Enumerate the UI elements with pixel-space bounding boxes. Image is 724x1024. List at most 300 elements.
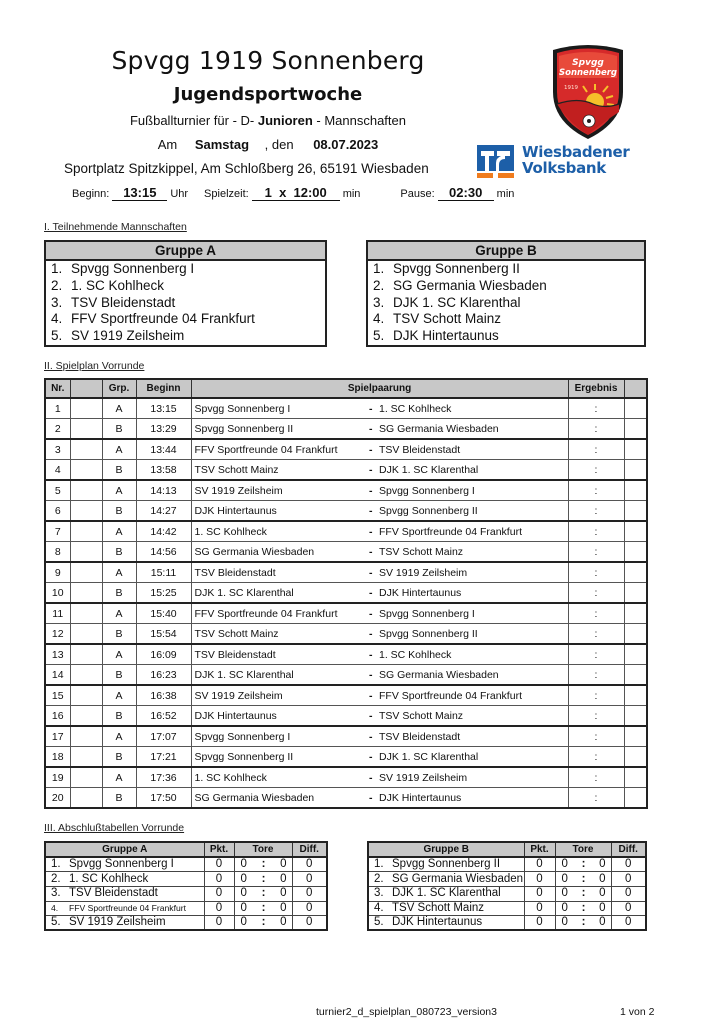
blank-cell bbox=[70, 644, 102, 665]
playtime-unit: min bbox=[342, 188, 361, 200]
away-team: DJK 1. SC Klarenthal bbox=[379, 463, 479, 476]
result-input[interactable]: : bbox=[568, 788, 624, 809]
vs-dash: - bbox=[369, 484, 373, 497]
vs-dash: - bbox=[369, 463, 373, 476]
blank-cell bbox=[70, 501, 102, 522]
match-group: A bbox=[102, 726, 136, 747]
match-number: 5 bbox=[45, 480, 70, 501]
standings-header-row bbox=[368, 842, 646, 857]
vs-dash: - bbox=[369, 771, 373, 784]
standings-row bbox=[45, 916, 327, 931]
match-number: 3 bbox=[45, 439, 70, 460]
away-team-cell bbox=[369, 603, 568, 624]
match-number: 6 bbox=[45, 501, 70, 522]
match-number: 2 bbox=[45, 419, 70, 440]
blank-cell bbox=[70, 583, 102, 604]
home-team: SG Germania Wiesbaden bbox=[191, 788, 369, 809]
diff-header: Diff. bbox=[292, 842, 327, 857]
day-prefix: Am bbox=[157, 137, 178, 152]
group-b-team-list bbox=[366, 240, 646, 347]
schedule-table bbox=[44, 378, 648, 809]
home-team: 1. SC Kohlheck bbox=[191, 767, 369, 788]
away-team-cell bbox=[369, 439, 568, 460]
schedule-row bbox=[45, 398, 647, 419]
goals: 0 : 0 bbox=[555, 916, 611, 931]
goals: 0 : 0 bbox=[234, 886, 292, 901]
pause-label: Pause: bbox=[400, 188, 435, 200]
group-a-team-list bbox=[44, 240, 327, 347]
col-pairing-header: Spielpaarung bbox=[191, 379, 568, 398]
svg-text:1919: 1919 bbox=[564, 85, 578, 91]
result-input[interactable]: : bbox=[568, 439, 624, 460]
schedule-row bbox=[45, 603, 647, 624]
svg-text:Sonnenberg: Sonnenberg bbox=[558, 68, 618, 78]
result-input[interactable]: : bbox=[568, 767, 624, 788]
blank-cell bbox=[70, 562, 102, 583]
blank-cell bbox=[70, 706, 102, 727]
home-team: SG Germania Wiesbaden bbox=[191, 542, 369, 563]
schedule-row bbox=[45, 542, 647, 563]
away-team: 1. SC Kohlheck bbox=[379, 402, 452, 415]
start-value: 13:15 bbox=[112, 185, 167, 201]
col-result-header: Ergebnis bbox=[568, 379, 624, 398]
away-team: SG Germania Wiesbaden bbox=[379, 422, 499, 435]
match-group: A bbox=[102, 603, 136, 624]
match-time: 14:13 bbox=[136, 480, 191, 501]
standings-row bbox=[368, 901, 646, 916]
match-number: 15 bbox=[45, 685, 70, 706]
match-time: 14:27 bbox=[136, 501, 191, 522]
home-team: Spvgg Sonnenberg I bbox=[191, 398, 369, 419]
goals: 0 : 0 bbox=[555, 872, 611, 887]
away-team-cell bbox=[369, 583, 568, 604]
vs-dash: - bbox=[369, 730, 373, 743]
away-team: DJK 1. SC Klarenthal bbox=[379, 750, 479, 763]
vs-dash: - bbox=[369, 607, 373, 620]
blank-cell bbox=[70, 624, 102, 645]
team-item: 4. TSV Schott Mainz bbox=[373, 311, 502, 327]
away-team: Spvgg Sonnenberg I bbox=[379, 607, 475, 620]
result-input[interactable]: : bbox=[568, 685, 624, 706]
date-value: 08.07.2023 bbox=[313, 137, 379, 152]
home-team: Spvgg Sonnenberg II bbox=[191, 747, 369, 768]
away-team-cell bbox=[369, 665, 568, 686]
match-time: 15:40 bbox=[136, 603, 191, 624]
schedule-row bbox=[45, 767, 647, 788]
standings-row bbox=[45, 857, 327, 872]
match-group: A bbox=[102, 398, 136, 419]
standings-row bbox=[368, 857, 646, 872]
vs-dash: - bbox=[369, 648, 373, 661]
home-team: DJK 1. SC Klarenthal bbox=[191, 665, 369, 686]
team-item: 3. TSV Bleidenstadt bbox=[51, 294, 176, 310]
away-team: SV 1919 Zeilsheim bbox=[379, 566, 468, 579]
away-team: DJK Hintertaunus bbox=[379, 586, 462, 599]
blank-cell bbox=[70, 542, 102, 563]
match-number: 11 bbox=[45, 603, 70, 624]
team-item: 3. DJK 1. SC Klarenthal bbox=[373, 294, 521, 310]
team-name-cell: 4. FFV Sportfreunde 04 Frankfurt bbox=[45, 901, 204, 916]
home-team: FFV Sportfreunde 04 Frankfurt bbox=[191, 603, 369, 624]
schedule-row bbox=[45, 726, 647, 747]
date-prefix: , den bbox=[264, 137, 294, 152]
blank-cell bbox=[70, 665, 102, 686]
match-group: B bbox=[102, 501, 136, 522]
match-number: 19 bbox=[45, 767, 70, 788]
result-input[interactable]: : bbox=[568, 747, 624, 768]
home-team: DJK 1. SC Klarenthal bbox=[191, 583, 369, 604]
blank-cell bbox=[70, 460, 102, 481]
blank-cell bbox=[624, 644, 647, 665]
match-group: B bbox=[102, 583, 136, 604]
match-number: 8 bbox=[45, 542, 70, 563]
match-time: 16:09 bbox=[136, 644, 191, 665]
team-name-cell: 2. 1. SC Kohlheck bbox=[45, 872, 204, 887]
away-team: DJK Hintertaunus bbox=[379, 791, 462, 804]
match-group: A bbox=[102, 644, 136, 665]
goal-diff: 0 bbox=[611, 872, 646, 887]
standings-group-title: Gruppe A bbox=[45, 842, 204, 857]
col-blank2-header bbox=[624, 379, 647, 398]
match-group: B bbox=[102, 706, 136, 727]
goals: 0 : 0 bbox=[555, 857, 611, 872]
tournament-line bbox=[0, 113, 536, 128]
home-team: FFV Sportfreunde 04 Frankfurt bbox=[191, 439, 369, 460]
result-input[interactable]: : bbox=[568, 583, 624, 604]
result-input[interactable]: : bbox=[568, 480, 624, 501]
goals: 0 : 0 bbox=[555, 886, 611, 901]
result-input[interactable]: : bbox=[568, 398, 624, 419]
standings-group-title: Gruppe B bbox=[368, 842, 524, 857]
away-team: TSV Bleidenstadt bbox=[379, 730, 461, 743]
standings-header-row bbox=[45, 842, 327, 857]
away-team-cell bbox=[369, 644, 568, 665]
points: 0 bbox=[524, 916, 555, 931]
schedule-row bbox=[45, 665, 647, 686]
volksbank-icon bbox=[477, 145, 514, 178]
bank-name-line1: Wiesbadener bbox=[522, 143, 630, 161]
away-team-cell bbox=[369, 542, 568, 563]
home-team: 1. SC Kohlheck bbox=[191, 521, 369, 542]
blank-cell bbox=[624, 583, 647, 604]
result-input[interactable]: : bbox=[568, 624, 624, 645]
page-title: Spvgg 1919 Sonnenberg bbox=[111, 46, 425, 75]
result-input[interactable]: : bbox=[568, 501, 624, 522]
vs-dash: - bbox=[369, 443, 373, 456]
match-time: 17:07 bbox=[136, 726, 191, 747]
match-group: B bbox=[102, 460, 136, 481]
team-name-cell: 5. SV 1919 Zeilsheim bbox=[45, 916, 204, 931]
team-item: 4. FFV Sportfreunde 04 Frankfurt bbox=[51, 311, 255, 327]
blank-cell bbox=[624, 460, 647, 481]
standings-row bbox=[45, 872, 327, 887]
start-unit: Uhr bbox=[170, 188, 189, 200]
match-group: A bbox=[102, 439, 136, 460]
match-group: A bbox=[102, 685, 136, 706]
points: 0 bbox=[204, 886, 234, 901]
match-number: 7 bbox=[45, 521, 70, 542]
blank-cell bbox=[624, 747, 647, 768]
match-time: 15:25 bbox=[136, 583, 191, 604]
blank-cell bbox=[70, 685, 102, 706]
match-time: 13:29 bbox=[136, 419, 191, 440]
result-input[interactable]: : bbox=[568, 419, 624, 440]
schedule-row bbox=[45, 624, 647, 645]
blank-cell bbox=[624, 398, 647, 419]
match-number: 16 bbox=[45, 706, 70, 727]
match-number: 20 bbox=[45, 788, 70, 809]
goal-diff: 0 bbox=[611, 916, 646, 931]
away-team-cell bbox=[369, 747, 568, 768]
points: 0 bbox=[524, 872, 555, 887]
away-team: Spvgg Sonnenberg I bbox=[379, 484, 475, 497]
match-group: B bbox=[102, 419, 136, 440]
goal-diff: 0 bbox=[611, 857, 646, 872]
blank-cell bbox=[624, 439, 647, 460]
home-team: Spvgg Sonnenberg II bbox=[191, 419, 369, 440]
footer-page-number: 1 von 2 bbox=[620, 1006, 655, 1018]
vs-dash: - bbox=[369, 689, 373, 702]
home-team: TSV Schott Mainz bbox=[191, 624, 369, 645]
result-input[interactable]: : bbox=[568, 542, 624, 563]
blank-cell bbox=[624, 767, 647, 788]
match-time: 14:42 bbox=[136, 521, 191, 542]
match-number: 14 bbox=[45, 665, 70, 686]
match-time: 14:56 bbox=[136, 542, 191, 563]
tore-header: Tore bbox=[555, 842, 611, 857]
day-value: Samstag bbox=[194, 137, 250, 152]
vs-dash: - bbox=[369, 586, 373, 599]
away-team: SV 1919 Zeilsheim bbox=[379, 771, 468, 784]
goal-diff: 0 bbox=[292, 857, 327, 872]
match-group: A bbox=[102, 767, 136, 788]
away-team-cell bbox=[369, 726, 568, 747]
blank-cell bbox=[624, 521, 647, 542]
bank-name-line2: Volksbank bbox=[522, 159, 606, 177]
match-number: 9 bbox=[45, 562, 70, 583]
team-name-cell: 3. DJK 1. SC Klarenthal bbox=[368, 886, 524, 901]
blank-cell bbox=[70, 439, 102, 460]
away-team-cell bbox=[369, 521, 568, 542]
result-input[interactable]: : bbox=[568, 603, 624, 624]
home-team: DJK Hintertaunus bbox=[191, 706, 369, 727]
club-crest-logo bbox=[543, 42, 633, 142]
standings-row bbox=[368, 916, 646, 931]
vs-dash: - bbox=[369, 709, 373, 722]
blank-cell bbox=[624, 665, 647, 686]
away-team-cell bbox=[369, 767, 568, 788]
team-name-cell: 2. SG Germania Wiesbaden bbox=[368, 872, 524, 887]
standings-row bbox=[368, 886, 646, 901]
result-input[interactable]: : bbox=[568, 726, 624, 747]
vs-dash: - bbox=[369, 422, 373, 435]
schedule-row bbox=[45, 644, 647, 665]
blank-cell bbox=[624, 419, 647, 440]
team-item: 2. SG Germania Wiesbaden bbox=[373, 277, 547, 293]
match-number: 17 bbox=[45, 726, 70, 747]
schedule-row bbox=[45, 521, 647, 542]
match-time: 16:38 bbox=[136, 685, 191, 706]
pkt-header: Pkt. bbox=[524, 842, 555, 857]
goal-diff: 0 bbox=[292, 872, 327, 887]
match-number: 13 bbox=[45, 644, 70, 665]
blank-cell bbox=[624, 685, 647, 706]
away-team-cell bbox=[369, 562, 568, 583]
result-input[interactable]: : bbox=[568, 665, 624, 686]
goals: 0 : 0 bbox=[555, 901, 611, 916]
blank-cell bbox=[624, 624, 647, 645]
match-number: 18 bbox=[45, 747, 70, 768]
result-input[interactable]: : bbox=[568, 460, 624, 481]
away-team-cell bbox=[369, 419, 568, 440]
timing-line bbox=[72, 185, 514, 201]
result-input[interactable]: : bbox=[568, 521, 624, 542]
team-item: 5. DJK Hintertaunus bbox=[373, 328, 499, 344]
points: 0 bbox=[524, 857, 555, 872]
playtime-value: 1 x 12:00 bbox=[252, 185, 340, 201]
away-team: FFV Sportfreunde 04 Frankfurt bbox=[379, 525, 522, 538]
vs-dash: - bbox=[369, 750, 373, 763]
schedule-row bbox=[45, 480, 647, 501]
vs-dash: - bbox=[369, 504, 373, 517]
match-time: 13:15 bbox=[136, 398, 191, 419]
away-team-cell bbox=[369, 480, 568, 501]
schedule-row bbox=[45, 685, 647, 706]
tournament-suffix: - Mannschaften bbox=[316, 113, 406, 128]
match-group: B bbox=[102, 624, 136, 645]
away-team: Spvgg Sonnenberg II bbox=[379, 504, 478, 517]
match-time: 17:21 bbox=[136, 747, 191, 768]
home-team: SV 1919 Zeilsheim bbox=[191, 685, 369, 706]
tournament-class: Junioren bbox=[257, 113, 313, 128]
section-standings-heading: III. Abschlußtabellen Vorrunde bbox=[44, 822, 185, 834]
blank-cell bbox=[70, 788, 102, 809]
team-name-cell: 1. Spvgg Sonnenberg II bbox=[368, 857, 524, 872]
schedule-row bbox=[45, 460, 647, 481]
match-group: A bbox=[102, 562, 136, 583]
match-number: 1 bbox=[45, 398, 70, 419]
goal-diff: 0 bbox=[611, 886, 646, 901]
schedule-row bbox=[45, 583, 647, 604]
vs-dash: - bbox=[369, 545, 373, 558]
blank-cell bbox=[70, 398, 102, 419]
blank-cell bbox=[624, 603, 647, 624]
away-team-cell bbox=[369, 685, 568, 706]
points: 0 bbox=[524, 901, 555, 916]
schedule-row bbox=[45, 747, 647, 768]
home-team: DJK Hintertaunus bbox=[191, 501, 369, 522]
goal-diff: 0 bbox=[292, 916, 327, 931]
group-b-title: Gruppe B bbox=[368, 242, 644, 261]
blank-cell bbox=[70, 480, 102, 501]
col-blank-header bbox=[70, 379, 102, 398]
schedule-row bbox=[45, 788, 647, 809]
team-name-cell: 3. TSV Bleidenstadt bbox=[45, 886, 204, 901]
pause-value: 02:30 bbox=[438, 185, 494, 201]
goals: 0 : 0 bbox=[234, 872, 292, 887]
away-team: 1. SC Kohlheck bbox=[379, 648, 452, 661]
away-team-cell bbox=[369, 398, 568, 419]
team-item: 1. Spvgg Sonnenberg I bbox=[51, 261, 195, 276]
schedule-row bbox=[45, 439, 647, 460]
date-line bbox=[0, 137, 536, 152]
team-name-cell: 1. Spvgg Sonnenberg I bbox=[45, 857, 204, 872]
standings-row bbox=[368, 872, 646, 887]
blank-cell bbox=[624, 542, 647, 563]
blank-cell bbox=[624, 480, 647, 501]
vs-dash: - bbox=[369, 566, 373, 579]
home-team: TSV Bleidenstadt bbox=[191, 562, 369, 583]
match-time: 16:52 bbox=[136, 706, 191, 727]
blank-cell bbox=[70, 747, 102, 768]
vs-dash: - bbox=[369, 627, 373, 640]
result-input[interactable]: : bbox=[568, 706, 624, 727]
vs-dash: - bbox=[369, 791, 373, 804]
match-number: 10 bbox=[45, 583, 70, 604]
team-item: 5. SV 1919 Zeilsheim bbox=[51, 328, 185, 344]
blank-cell bbox=[624, 726, 647, 747]
away-team: TSV Bleidenstadt bbox=[379, 443, 461, 456]
match-time: 17:50 bbox=[136, 788, 191, 809]
blank-cell bbox=[70, 603, 102, 624]
schedule-header-row bbox=[45, 379, 647, 398]
event-subtitle: Jugendsportwoche bbox=[173, 84, 363, 105]
away-team-cell bbox=[369, 706, 568, 727]
match-number: 12 bbox=[45, 624, 70, 645]
match-time: 16:23 bbox=[136, 665, 191, 686]
match-group: A bbox=[102, 521, 136, 542]
result-input[interactable]: : bbox=[568, 644, 624, 665]
away-team: Spvgg Sonnenberg II bbox=[379, 627, 478, 640]
blank-cell bbox=[624, 706, 647, 727]
schedule-row bbox=[45, 562, 647, 583]
volksbank-logo bbox=[477, 143, 630, 181]
away-team-cell bbox=[369, 460, 568, 481]
venue: Sportplatz Spitzkippel, Am Schloßberg 26, 65191 Wiesbaden bbox=[64, 161, 429, 176]
pkt-header: Pkt. bbox=[204, 842, 234, 857]
playtime-label: Spielzeit: bbox=[204, 188, 249, 200]
standings-row bbox=[45, 901, 327, 916]
diff-header: Diff. bbox=[611, 842, 646, 857]
blank-cell bbox=[70, 767, 102, 788]
result-input[interactable]: : bbox=[568, 562, 624, 583]
points: 0 bbox=[524, 886, 555, 901]
schedule-row bbox=[45, 706, 647, 727]
schedule-row bbox=[45, 419, 647, 440]
footer-filename: turnier2_d_spielplan_080723_version3 bbox=[316, 1006, 497, 1018]
goal-diff: 0 bbox=[611, 901, 646, 916]
away-team-cell bbox=[369, 624, 568, 645]
away-team: TSV Schott Mainz bbox=[379, 545, 464, 558]
standings-row bbox=[45, 886, 327, 901]
home-team: TSV Schott Mainz bbox=[191, 460, 369, 481]
blank-cell bbox=[624, 788, 647, 809]
blank-cell bbox=[624, 501, 647, 522]
team-name-cell: 4. TSV Schott Mainz bbox=[368, 901, 524, 916]
match-group: B bbox=[102, 665, 136, 686]
match-time: 13:44 bbox=[136, 439, 191, 460]
vs-dash: - bbox=[369, 668, 373, 681]
match-time: 15:11 bbox=[136, 562, 191, 583]
blank-cell bbox=[70, 419, 102, 440]
vs-dash: - bbox=[369, 402, 373, 415]
points: 0 bbox=[204, 872, 234, 887]
match-group: B bbox=[102, 788, 136, 809]
blank-cell bbox=[70, 521, 102, 542]
team-item: 1. Spvgg Sonnenberg II bbox=[373, 261, 520, 276]
away-team: SG Germania Wiesbaden bbox=[379, 668, 499, 681]
col-beginn-header: Beginn bbox=[136, 379, 191, 398]
